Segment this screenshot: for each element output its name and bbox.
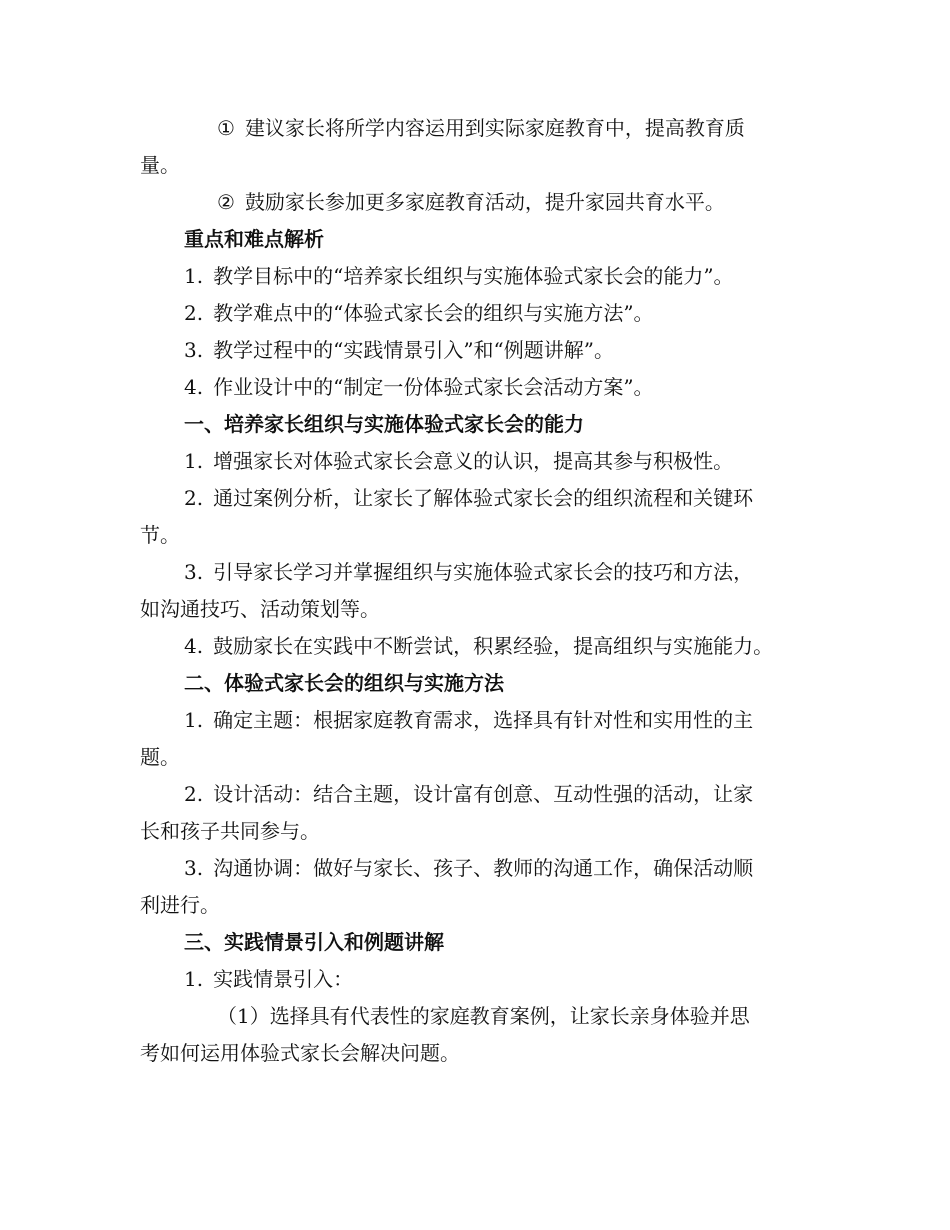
item-1 (217, 114, 745, 142)
section-1-item-1-text: 增强家长对体验式家长会意义的认识，提高其参与积极性。 (213, 449, 734, 473)
section-2-item-1 (184, 706, 753, 734)
heading-key-points: 重点和难点解析 (184, 227, 324, 251)
section-1-item-3-continuation: 如沟通技巧、活动策划等。 (140, 597, 380, 621)
section-2-item-1-num: 1. (184, 708, 204, 732)
section-1-item-3 (184, 558, 753, 586)
key-point-3 (184, 336, 614, 364)
key-point-4-num: 4. (184, 375, 204, 399)
item-2-marker: ② (217, 190, 235, 214)
section-1-item-3-num: 3. (184, 560, 204, 584)
section-2-heading: 二、体验式家长会的组织与实施方法 (184, 671, 504, 695)
section-1-item-4 (184, 632, 773, 660)
section-3-sub-1-continuation: 考如何运用体验式家长会解决问题。 (140, 1041, 460, 1065)
item-1-marker: ① (217, 116, 235, 140)
key-point-3-text: 教学过程中的“实践情景引入”和“例题讲解”。 (213, 338, 614, 362)
key-point-1 (184, 262, 734, 290)
section-2-item-2-text: 设计活动：结合主题，设计富有创意、互动性强的活动，让家 (213, 782, 754, 806)
section-2-item-2 (184, 780, 753, 808)
section-3-heading: 三、实践情景引入和例题讲解 (184, 930, 444, 954)
section-1-item-4-num: 4. (184, 634, 204, 658)
item-2 (217, 188, 725, 216)
section-3-sub-1 (217, 1002, 750, 1030)
section-2-item-3-text: 沟通协调：做好与家长、孩子、教师的沟通工作，确保活动顺 (213, 856, 754, 880)
section-2-item-3 (184, 854, 753, 882)
section-1-item-2-continuation: 节。 (140, 523, 180, 547)
item-2-text: 鼓励家长参加更多家庭教育活动，提升家园共育水平。 (244, 190, 725, 214)
section-1-item-4-text: 鼓励家长在实践中不断尝试，积累经验，提高组织与实施能力。 (213, 634, 774, 658)
section-2-item-3-continuation: 利进行。 (140, 893, 220, 917)
item-1-text-line1: 建议家长将所学内容运用到实际家庭教育中，提高教育质 (244, 116, 745, 140)
key-point-4-text: 作业设计中的“制定一份体验式家长会活动方案”。 (213, 375, 654, 399)
section-1-item-3-text: 引导家长学习并掌握组织与实施体验式家长会的技巧和方法， (213, 560, 754, 584)
section-3-item-1-text: 实践情景引入： (213, 967, 354, 991)
section-3-sub-1-text: 选择具有代表性的家庭教育案例，让家长亲身体验并思 (269, 1004, 750, 1028)
key-point-2-num: 2. (184, 301, 204, 325)
item-1-continuation: 量。 (140, 153, 180, 177)
key-point-1-text: 教学目标中的“培养家长组织与实施体验式家长会的能力”。 (213, 264, 734, 288)
section-1-heading: 一、培养家长组织与实施体验式家长会的能力 (184, 412, 584, 436)
section-2-item-1-continuation: 题。 (140, 745, 180, 769)
section-3-sub-1-marker: （1） (217, 1004, 270, 1028)
section-1-item-2-num: 2. (184, 486, 204, 510)
key-point-2 (184, 299, 654, 327)
section-1-item-1-num: 1. (184, 449, 204, 473)
section-2-item-1-text: 确定主题：根据家庭教育需求，选择具有针对性和实用性的主 (213, 708, 754, 732)
section-2-item-3-num: 3. (184, 856, 204, 880)
section-1-item-2-text: 通过案例分析，让家长了解体验式家长会的组织流程和关键环 (213, 486, 754, 510)
section-1-item-2 (184, 484, 753, 512)
section-3-item-1-num: 1. (184, 967, 204, 991)
section-1-item-1 (184, 447, 733, 475)
key-point-3-num: 3. (184, 338, 204, 362)
section-2-item-2-num: 2. (184, 782, 204, 806)
key-point-2-text: 教学难点中的“体验式家长会的组织与实施方法”。 (213, 301, 654, 325)
section-2-item-2-continuation: 长和孩子共同参与。 (140, 819, 320, 843)
key-point-4 (184, 373, 654, 401)
key-point-1-num: 1. (184, 264, 204, 288)
section-3-item-1 (184, 965, 353, 993)
